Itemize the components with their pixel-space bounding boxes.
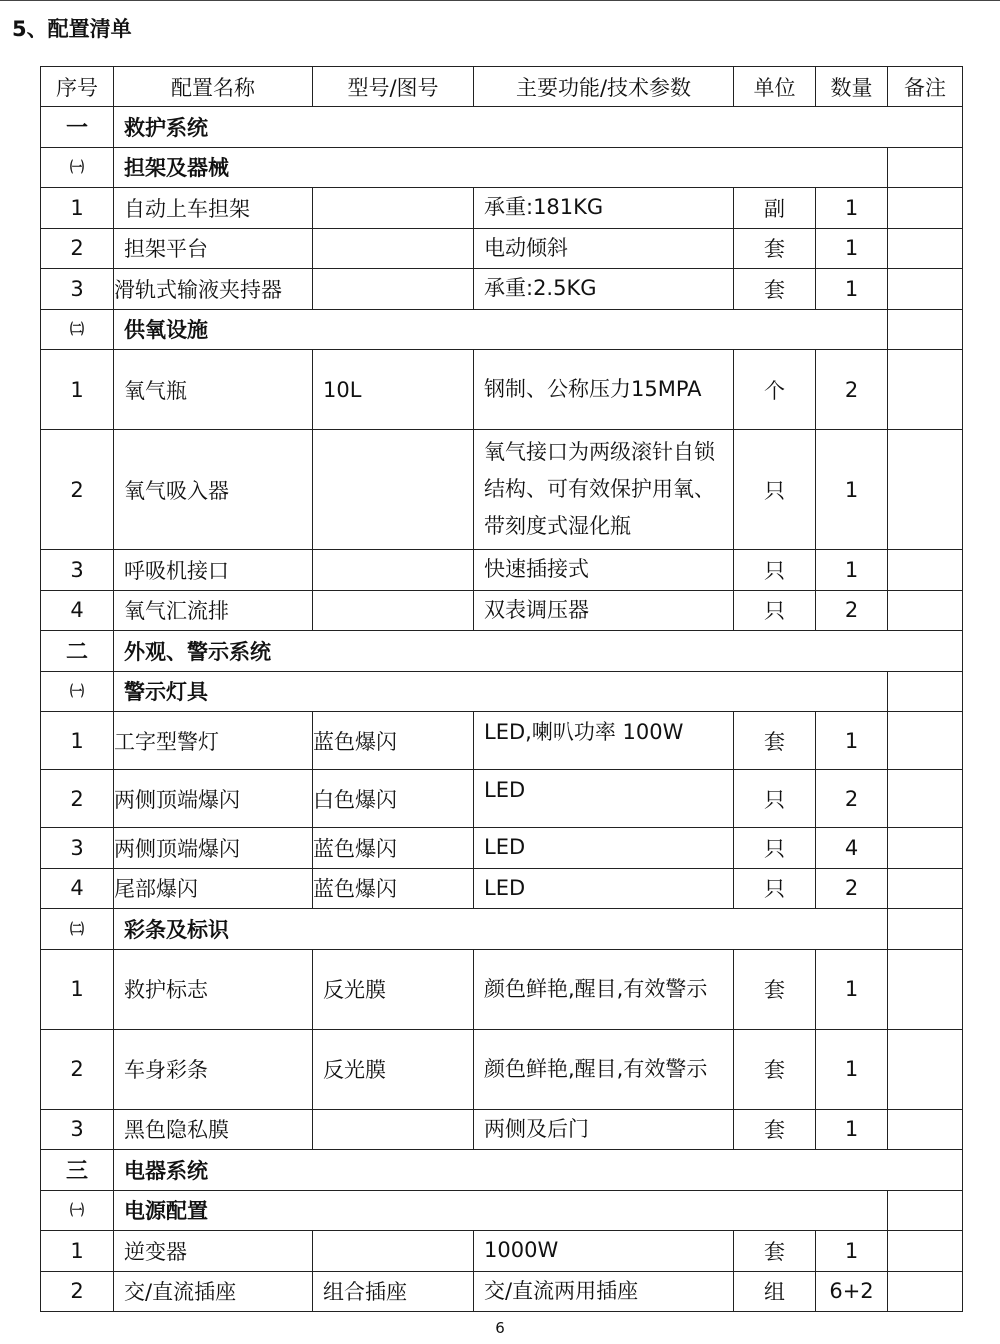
item-spec: 电动倾斜 [474,228,734,269]
table-body [41,107,963,1312]
item-quantity: 2 [816,350,888,430]
subsection-index: ㈠ [41,1190,114,1231]
item-unit: 套 [734,269,816,310]
item-remark [888,350,963,430]
item-remark [888,712,963,770]
item-quantity: 1 [816,269,888,310]
item-spec: 钢制、公称压力15MPA [474,350,734,430]
table-row [41,550,963,591]
item-unit: 只 [734,430,816,550]
header-index: 序号 [41,67,114,107]
subsection-row [41,1190,963,1231]
item-remark [888,1029,963,1109]
item-name: 担架平台 [114,228,313,269]
item-index: 1 [41,949,114,1029]
item-model [313,188,474,229]
item-index: 4 [41,590,114,631]
item-name: 滑轨式输液夹持器 [114,269,313,310]
table-row [41,949,963,1029]
item-quantity: 1 [816,1029,888,1109]
subsection-row [41,909,963,950]
subsection-row [41,671,963,712]
table-row [41,828,963,869]
section-row [41,1150,963,1191]
item-spec: 承重:181KG [474,188,734,229]
item-model: 蓝色爆闪 [313,868,474,909]
item-model: 组合插座 [313,1271,474,1312]
item-remark [888,269,963,310]
item-unit: 组 [734,1271,816,1312]
section-title: 外观、警示系统 [114,631,963,672]
item-model [313,269,474,310]
item-index: 3 [41,828,114,869]
item-unit: 套 [734,1029,816,1109]
table-row [41,350,963,430]
item-unit: 个 [734,350,816,430]
item-name: 尾部爆闪 [114,868,313,909]
item-index: 3 [41,550,114,591]
item-name: 工字型警灯 [114,712,313,770]
table-header-row [41,67,963,107]
table-row [41,188,963,229]
item-name: 氧气汇流排 [114,590,313,631]
remark-cell [888,909,963,950]
table-row [41,1231,963,1272]
item-model [313,1109,474,1150]
section-row [41,107,963,148]
subsection-title: 供氧设施 [114,309,888,350]
item-unit: 只 [734,868,816,909]
item-remark [888,1231,963,1272]
item-quantity: 4 [816,828,888,869]
subsection-title: 担架及器械 [114,147,888,188]
item-quantity: 1 [816,949,888,1029]
item-quantity: 1 [816,712,888,770]
item-quantity: 2 [816,770,888,828]
item-index: 2 [41,1029,114,1109]
item-quantity: 1 [816,188,888,229]
section-index: 三 [41,1150,114,1191]
section-heading: 5、配置清单 [12,17,132,41]
header-spec: 主要功能/技术参数 [474,67,734,107]
item-index: 2 [41,228,114,269]
section-title: 电器系统 [114,1150,963,1191]
item-unit: 只 [734,590,816,631]
item-index: 1 [41,712,114,770]
item-index: 1 [41,350,114,430]
section-index: 二 [41,631,114,672]
item-model [313,590,474,631]
table-row [41,770,963,828]
header-unit: 单位 [734,67,816,107]
item-spec: 两侧及后门 [474,1109,734,1150]
section-title: 救护系统 [114,107,963,148]
table-row [41,590,963,631]
item-remark [888,868,963,909]
table-row [41,1109,963,1150]
item-unit: 只 [734,550,816,591]
table-row [41,430,963,550]
table-row [41,1271,963,1312]
item-index: 2 [41,1271,114,1312]
item-spec: 双表调压器 [474,590,734,631]
item-index: 2 [41,430,114,550]
page-number: 6 [495,1319,505,1337]
item-quantity: 1 [816,1109,888,1150]
item-remark [888,590,963,631]
remark-cell [888,309,963,350]
config-table [40,66,963,1312]
item-remark [888,949,963,1029]
item-remark [888,188,963,229]
item-remark [888,1271,963,1312]
item-remark [888,1109,963,1150]
header-remark: 备注 [888,67,963,107]
section-row [41,631,963,672]
remark-cell [888,1190,963,1231]
item-quantity: 1 [816,550,888,591]
item-model: 蓝色爆闪 [313,828,474,869]
item-remark [888,828,963,869]
section-index: 一 [41,107,114,148]
item-remark [888,770,963,828]
remark-cell [888,147,963,188]
item-model: 10L [313,350,474,430]
item-index: 2 [41,770,114,828]
item-name: 车身彩条 [114,1029,313,1109]
item-model [313,550,474,591]
subsection-row [41,309,963,350]
table-row [41,1029,963,1109]
top-rule [0,0,1000,1]
subsection-row [41,147,963,188]
item-remark [888,228,963,269]
item-model: 蓝色爆闪 [313,712,474,770]
item-remark [888,550,963,591]
header-quantity: 数量 [816,67,888,107]
item-spec: 氧气接口为两级滚针自锁结构、可有效保护用氧、带刻度式湿化瓶 [474,430,734,550]
item-name: 氧气吸入器 [114,430,313,550]
item-spec: LED [474,770,734,828]
item-unit: 只 [734,828,816,869]
item-spec: 交/直流两用插座 [474,1271,734,1312]
item-spec: LED [474,828,734,869]
item-index: 1 [41,1231,114,1272]
item-model: 反光膜 [313,949,474,1029]
item-unit: 套 [734,1109,816,1150]
item-name: 氧气瓶 [114,350,313,430]
item-model: 反光膜 [313,1029,474,1109]
subsection-title: 电源配置 [114,1190,888,1231]
item-name: 逆变器 [114,1231,313,1272]
item-quantity: 2 [816,590,888,631]
item-model [313,430,474,550]
item-quantity: 1 [816,1231,888,1272]
item-index: 3 [41,1109,114,1150]
item-quantity: 1 [816,430,888,550]
item-quantity: 1 [816,228,888,269]
item-index: 1 [41,188,114,229]
item-index: 3 [41,269,114,310]
item-name: 呼吸机接口 [114,550,313,591]
header-model: 型号/图号 [313,67,474,107]
subsection-index: ㈠ [41,147,114,188]
remark-cell [888,671,963,712]
item-spec: LED [474,868,734,909]
item-spec: 1000W [474,1231,734,1272]
item-quantity: 2 [816,868,888,909]
item-spec: 快速插接式 [474,550,734,591]
item-spec: 颜色鲜艳,醒目,有效警示 [474,949,734,1029]
table-row [41,712,963,770]
item-unit: 套 [734,1231,816,1272]
item-index: 4 [41,868,114,909]
subsection-index: ㈡ [41,909,114,950]
subsection-title: 彩条及标识 [114,909,888,950]
item-name: 交/直流插座 [114,1271,313,1312]
table-row [41,269,963,310]
item-quantity: 6+2 [816,1271,888,1312]
item-model [313,1231,474,1272]
table-row [41,868,963,909]
header-name: 配置名称 [114,67,313,107]
item-spec: LED,喇叭功率 100W [474,712,734,770]
subsection-index: ㈡ [41,309,114,350]
subsection-index: ㈠ [41,671,114,712]
item-unit: 套 [734,228,816,269]
item-model: 白色爆闪 [313,770,474,828]
item-name: 两侧顶端爆闪 [114,828,313,869]
item-unit: 只 [734,770,816,828]
item-unit: 套 [734,712,816,770]
item-model [313,228,474,269]
item-name: 黑色隐私膜 [114,1109,313,1150]
item-remark [888,430,963,550]
subsection-title: 警示灯具 [114,671,888,712]
item-name: 两侧顶端爆闪 [114,770,313,828]
item-spec: 颜色鲜艳,醒目,有效警示 [474,1029,734,1109]
item-unit: 副 [734,188,816,229]
item-spec: 承重:2.5KG [474,269,734,310]
item-unit: 套 [734,949,816,1029]
item-name: 自动上车担架 [114,188,313,229]
table-row [41,228,963,269]
item-name: 救护标志 [114,949,313,1029]
